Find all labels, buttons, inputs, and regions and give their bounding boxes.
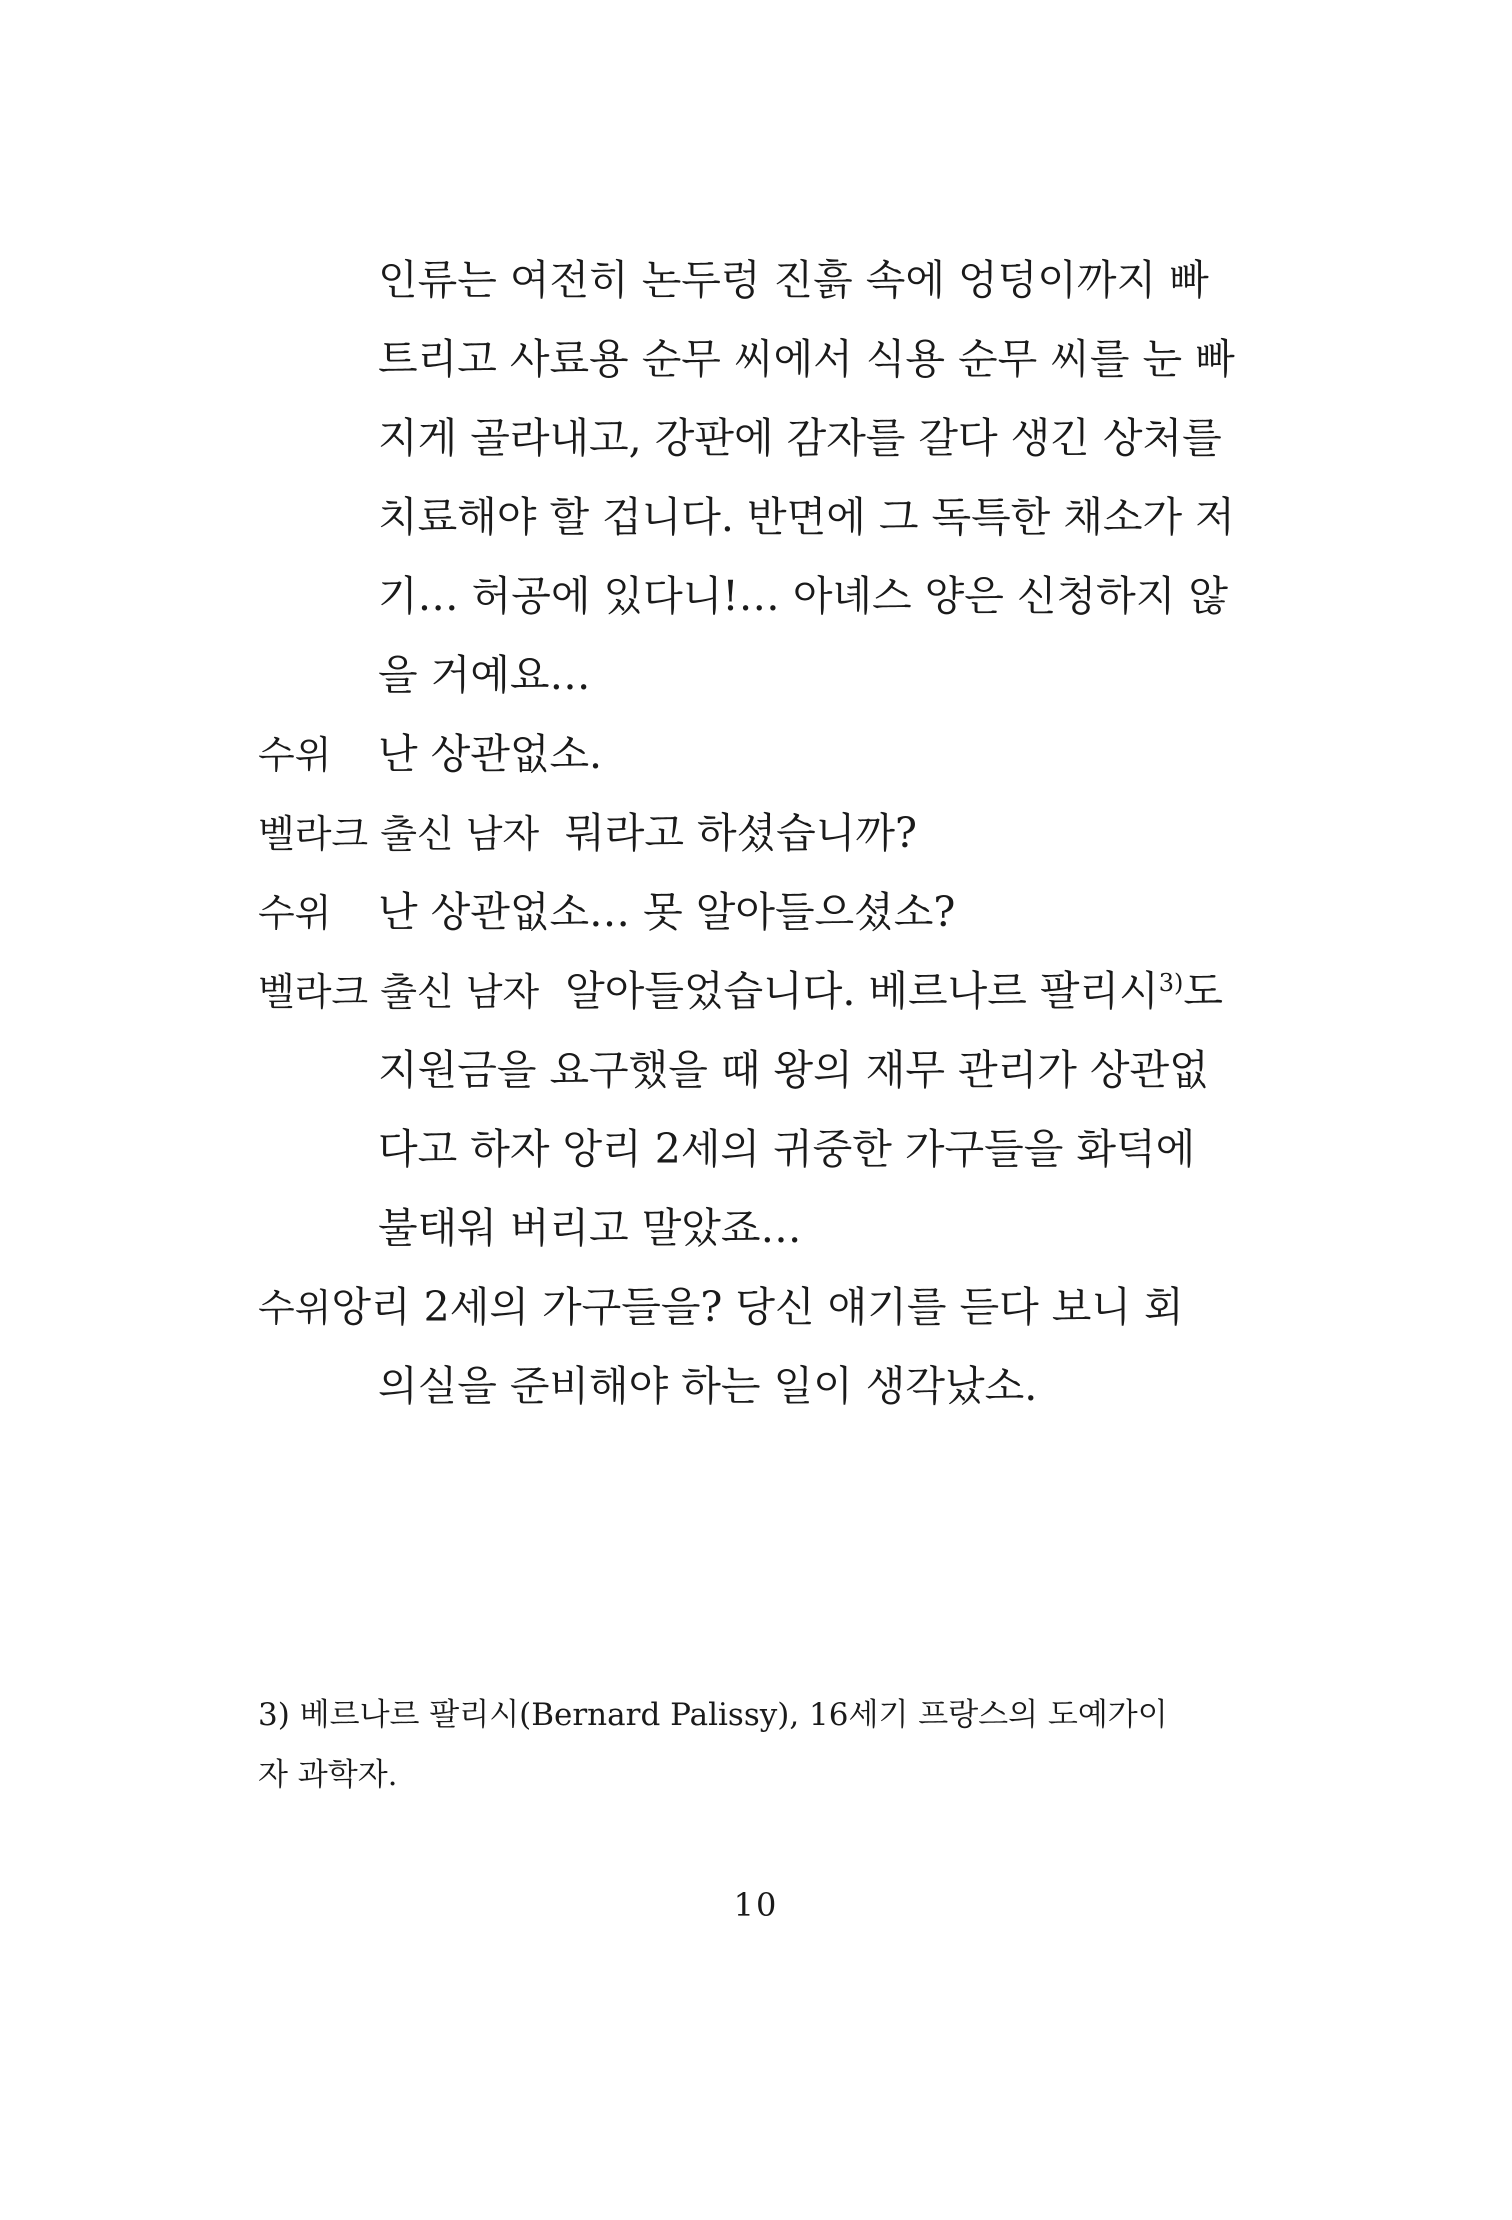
- dialogue-line: [258, 805, 1164, 862]
- speaker-name: 수위: [258, 891, 332, 935]
- dialogue-text-part: 알아들었습니다. 베르나르 팔리시: [565, 967, 1159, 1015]
- text-line: 트리고 사료용 순무 씨에서 식용 순무 씨를 눈 빠: [378, 335, 1235, 383]
- text-line: 의실을 준비해야 하는 일이 생각났소.: [378, 1362, 1038, 1410]
- page-number: 10: [733, 1886, 779, 1924]
- dialogue-text: [565, 963, 1223, 1019]
- footnote: 자 과학자.: [258, 1757, 398, 1793]
- text-line: 불태워 버리고 말았죠…: [378, 1204, 802, 1252]
- speaker-name: 수위: [258, 1286, 332, 1330]
- text-line: 을 거예요…: [378, 651, 591, 699]
- speaker-name: 벨라크 출신 남자: [258, 970, 540, 1014]
- dialogue-line: [258, 963, 1223, 1020]
- footnote-reference: 3): [1158, 969, 1184, 997]
- text-line: 인류는 여전히 논두렁 진흙 속에 엉덩이까지 빠: [378, 256, 1209, 304]
- dialogue-text: 앙리 2세의 가구들을? 당신 얘기를 듣다 보니 회: [331, 1283, 1184, 1331]
- text-line: 치료해야 할 겁니다. 반면에 그 독특한 채소가 저: [378, 493, 1235, 541]
- dialogue-line: [258, 726, 1164, 783]
- speaker-name: 수위: [258, 733, 332, 777]
- dialogue-text: 난 상관없소.: [378, 730, 603, 778]
- text-line: 다고 하자 앙리 2세의 귀중한 가구들을 화덕에: [378, 1125, 1196, 1173]
- dialogue-line: [258, 1279, 1184, 1336]
- dialogue-text: 난 상관없소… 못 알아들으셨소?: [378, 888, 956, 936]
- dialogue-text: 뭐라고 하셨습니까?: [565, 809, 917, 857]
- text-line: 지게 골라내고, 강판에 감자를 갈다 생긴 상처를: [378, 414, 1222, 462]
- dialogue-text-part: 도: [1183, 967, 1223, 1015]
- footnote: 3) 베르나르 팔리시(Bernard Palissy), 16세기 프랑스의 도예가이: [258, 1697, 1168, 1733]
- speaker-name: 벨라크 출신 남자: [258, 812, 540, 856]
- text-line: 기… 허공에 있다니!… 아녜스 양은 신청하지 않: [378, 572, 1228, 620]
- dialogue-line: [258, 884, 1164, 941]
- text-line: 지원금을 요구했을 때 왕의 재무 관리가 상관없: [378, 1046, 1209, 1094]
